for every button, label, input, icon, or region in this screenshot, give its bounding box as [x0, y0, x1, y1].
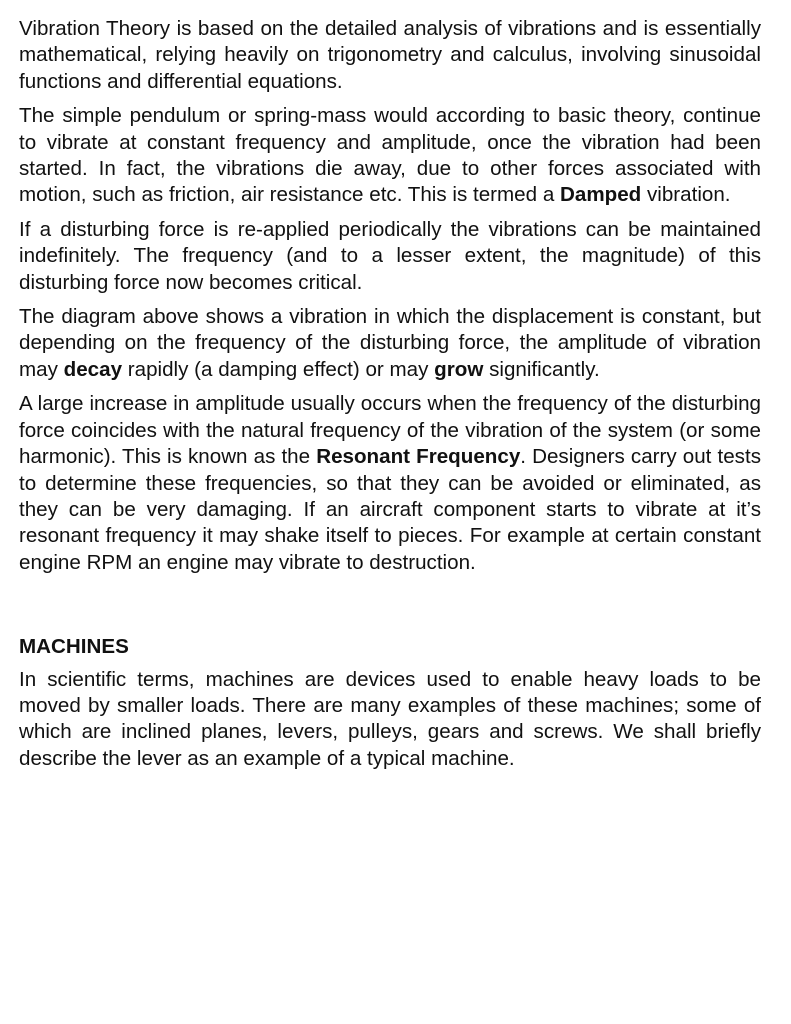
paragraph-text: A large increase in amplitude usually occurs when the frequency of the disturbing force coincides with the natural frequency of the vibration of the system (or some harmonic). This is known as the [19, 392, 761, 469]
paragraph-text: If a disturbing force is re-applied periodically the vibrations can be maintained indefinitely. The frequency (and to a lesser extent, the magnitude) of this disturbing force now becomes critical. [19, 217, 761, 294]
paragraph-damped-vibration [19, 103, 761, 209]
paragraph-text: Vibration Theory is based on the detailed analysis of vibrations and is essentially mathematical, relying heavily on trigonometry and calculus, involving sinusoidal functions and differential equations. [19, 17, 761, 93]
paragraph-text: The diagram above shows a vibration in which the displacement is constant, but depending on the frequency of the disturbing force, the amplitude of vibration may [19, 305, 761, 381]
bold-term-damped: Damped [560, 183, 642, 207]
bold-term-resonant-frequency: Resonant Frequency [316, 445, 521, 469]
paragraph-text: vibration. [641, 183, 731, 207]
paragraph-text: The simple pendulum or spring-mass would according to basic theory, continue to vibrate at constant frequency and amplitude, once the vibration had been started. In fact, the vibrations die away, due to other forces associated with motion, such as friction, air resistance etc. This is termed a [19, 104, 761, 207]
paragraph-resonant-frequency [19, 391, 761, 576]
bold-term-decay: decay [63, 357, 123, 381]
paragraph-text: rapidly (a damping effect) or may [122, 357, 435, 381]
document-page [19, 16, 761, 780]
paragraph-text: In scientific terms, machines are devices used to enable heavy loads to be moved by smaller loads. There are many examples of these machines; some of which are inclined planes, levers, pulleys, gears and screws. We shall briefly describe the lever as an example of a typical machine. [19, 667, 761, 770]
section-heading-machines: MACHINES [19, 635, 129, 659]
paragraph-vibration-theory [19, 16, 761, 95]
paragraph-text: significantly. [483, 357, 600, 381]
paragraph-diagram-description [19, 304, 761, 383]
bold-term-grow: grow [434, 357, 484, 381]
paragraph-text: . Designers carry out tests to determine these frequencies, so that they can be avoided or eliminated, as they can be very damaging. If an aircraft component starts to vibrate at it’s resonant frequency it may shake itself to pieces. For example at certain constant engine RPM an engine may vibrate to destruction. [19, 445, 761, 574]
paragraph-machines [19, 667, 761, 773]
paragraph-disturbing-force [19, 217, 761, 296]
